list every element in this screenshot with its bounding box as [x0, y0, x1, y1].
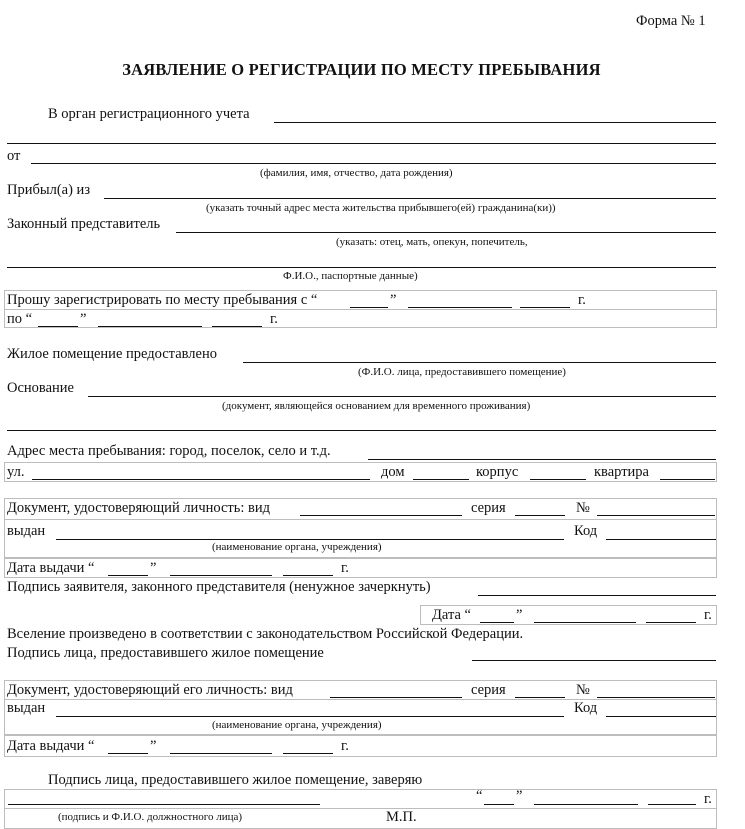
legal-rep-field[interactable] [176, 232, 716, 233]
applicant-date-label: Дата “ [432, 607, 471, 623]
reg-organ-field-2[interactable] [7, 143, 716, 144]
premises-label: Жилое помещение предоставлено [7, 346, 217, 362]
arrived-hint: (указать точный адрес места жительства прибывшего(ей) гражданина(ки)) [206, 202, 556, 214]
street-label: ул. [7, 464, 25, 480]
issued-field[interactable] [56, 539, 564, 540]
form-number: Форма № 1 [636, 13, 706, 29]
code-label: Код [574, 523, 598, 539]
applicant-month-field[interactable] [534, 607, 636, 623]
issuer-hint: (наименование органа, учреждения) [212, 541, 382, 553]
issue-quote-close: ” [150, 560, 157, 576]
arrived-field[interactable] [104, 198, 716, 199]
provider-issue-day-field[interactable] [108, 738, 148, 754]
start-year-field[interactable] [520, 292, 570, 308]
end-year-field[interactable] [212, 311, 262, 327]
reg-organ-field[interactable] [274, 122, 716, 123]
applicant-year-field[interactable] [646, 607, 696, 623]
certify-year-suffix: г. [704, 791, 712, 807]
start-quote-close: ” [390, 292, 397, 308]
start-day-field[interactable] [350, 292, 388, 308]
address-field[interactable] [368, 459, 716, 460]
apartment-label: квартира [594, 464, 649, 480]
provider-code-label: Код [574, 700, 598, 716]
issue-day-field[interactable] [108, 560, 148, 576]
provider-number-label: № [576, 682, 590, 698]
provider-id-doc-label: Документ, удостоверяющий его личность: вид [7, 682, 293, 698]
certify-quote-close: ” [516, 788, 523, 804]
from-field[interactable] [31, 163, 716, 164]
page-title: ЗАЯВЛЕНИЕ О РЕГИСТРАЦИИ ПО МЕСТУ ПРЕБЫВАНИЯ [122, 60, 601, 79]
series-label: серия [471, 500, 506, 516]
series-field[interactable] [515, 500, 565, 516]
issue-year-field[interactable] [283, 560, 333, 576]
applicant-day-field[interactable] [480, 607, 514, 623]
applicant-signature-field[interactable] [478, 595, 716, 596]
end-month-field[interactable] [98, 311, 202, 327]
provider-signature-label: Подпись лица, предоставившего жилое помещение [7, 645, 324, 661]
certify-label: Подпись лица, предоставившего жилое помещение, заверяю [48, 772, 423, 788]
provider-issue-year-field[interactable] [283, 738, 333, 754]
basis-hint: (документ, являющейся основанием для временного проживания) [222, 400, 531, 412]
basis-field-2[interactable] [7, 430, 716, 431]
until-label: по “ [7, 311, 33, 327]
issued-label: выдан [7, 523, 46, 539]
provider-id-divider [4, 699, 717, 700]
provider-issued-field[interactable] [56, 716, 564, 717]
address-label: Адрес места пребывания: город, поселок, село и т.д. [7, 443, 331, 459]
premises-field[interactable] [243, 362, 716, 363]
applicant-quote-close: ” [516, 607, 523, 623]
certify-month-field[interactable] [534, 789, 638, 805]
street-field[interactable] [32, 464, 370, 480]
end-quote-close: ” [80, 311, 87, 327]
applicant-year-suffix: г. [704, 607, 712, 623]
issue-year-suffix: г. [341, 560, 349, 576]
provider-issue-date-label: Дата выдачи “ [7, 738, 95, 754]
building-label: корпус [476, 464, 519, 480]
provider-issue-year-suffix: г. [341, 738, 349, 754]
number-label: № [576, 500, 590, 516]
premises-hint: (Ф.И.О. лица, предоставившего помещение) [358, 366, 566, 378]
id-doc-divider [4, 519, 717, 520]
request-period-divider [4, 309, 717, 310]
building-field[interactable] [530, 464, 586, 480]
official-signature-field[interactable] [8, 789, 320, 805]
legal-rep-label: Законный представитель [7, 216, 161, 232]
certify-quote-open: “ [476, 788, 483, 804]
provider-signature-field[interactable] [472, 660, 716, 661]
provider-issue-month-field[interactable] [170, 738, 272, 754]
provider-number-field[interactable] [597, 682, 715, 698]
provider-issued-label: выдан [7, 700, 46, 716]
provider-issuer-hint: (наименование органа, учреждения) [212, 719, 382, 731]
legal-rep-hint-2: Ф.И.О., паспортные данные) [283, 270, 418, 282]
from-hint: (фамилия, имя, отчество, дата рождения) [260, 167, 453, 179]
id-doc-type-field[interactable] [300, 500, 462, 516]
end-year-suffix: г. [270, 311, 278, 327]
official-hint: (подпись и Ф.И.О. должностного лица) [58, 811, 243, 823]
certify-day-field[interactable] [484, 789, 514, 805]
provider-issue-quote-close: ” [150, 738, 157, 754]
provider-code-field[interactable] [606, 716, 716, 717]
house-field[interactable] [413, 464, 469, 480]
reg-organ-label: В орган регистрационного учета [48, 106, 250, 122]
legal-rep-hint: (указать: отец, мать, опекун, попечитель, [336, 236, 528, 248]
provider-series-label: серия [471, 682, 506, 698]
provider-id-type-field[interactable] [330, 682, 462, 698]
provider-series-field[interactable] [515, 682, 565, 698]
stamp-label: М.П. [386, 809, 417, 825]
issue-date-label: Дата выдачи “ [7, 560, 95, 576]
apartment-field[interactable] [660, 464, 715, 480]
settlement-text: Вселение произведено в соответствии с законодательством Российской Федерации. [7, 626, 524, 642]
end-day-field[interactable] [38, 311, 78, 327]
start-month-field[interactable] [408, 292, 512, 308]
applicant-signature-label: Подпись заявителя, законного представителя (ненужное зачеркнуть) [7, 579, 431, 595]
id-doc-label: Документ, удостоверяющий личность: вид [7, 500, 271, 516]
request-label: Прошу зарегистрировать по месту пребывания с “ [7, 292, 318, 308]
arrived-label: Прибыл(а) из [7, 182, 91, 198]
house-label: дом [381, 464, 405, 480]
basis-label: Основание [7, 380, 74, 396]
from-label: от [7, 148, 21, 164]
start-year-suffix: г. [578, 292, 586, 308]
basis-field[interactable] [88, 396, 716, 397]
code-field[interactable] [606, 539, 716, 540]
issue-month-field[interactable] [170, 560, 272, 576]
certify-divider [4, 808, 717, 809]
legal-rep-field-2[interactable] [7, 267, 716, 268]
certify-year-field[interactable] [648, 789, 696, 805]
number-field[interactable] [597, 500, 715, 516]
